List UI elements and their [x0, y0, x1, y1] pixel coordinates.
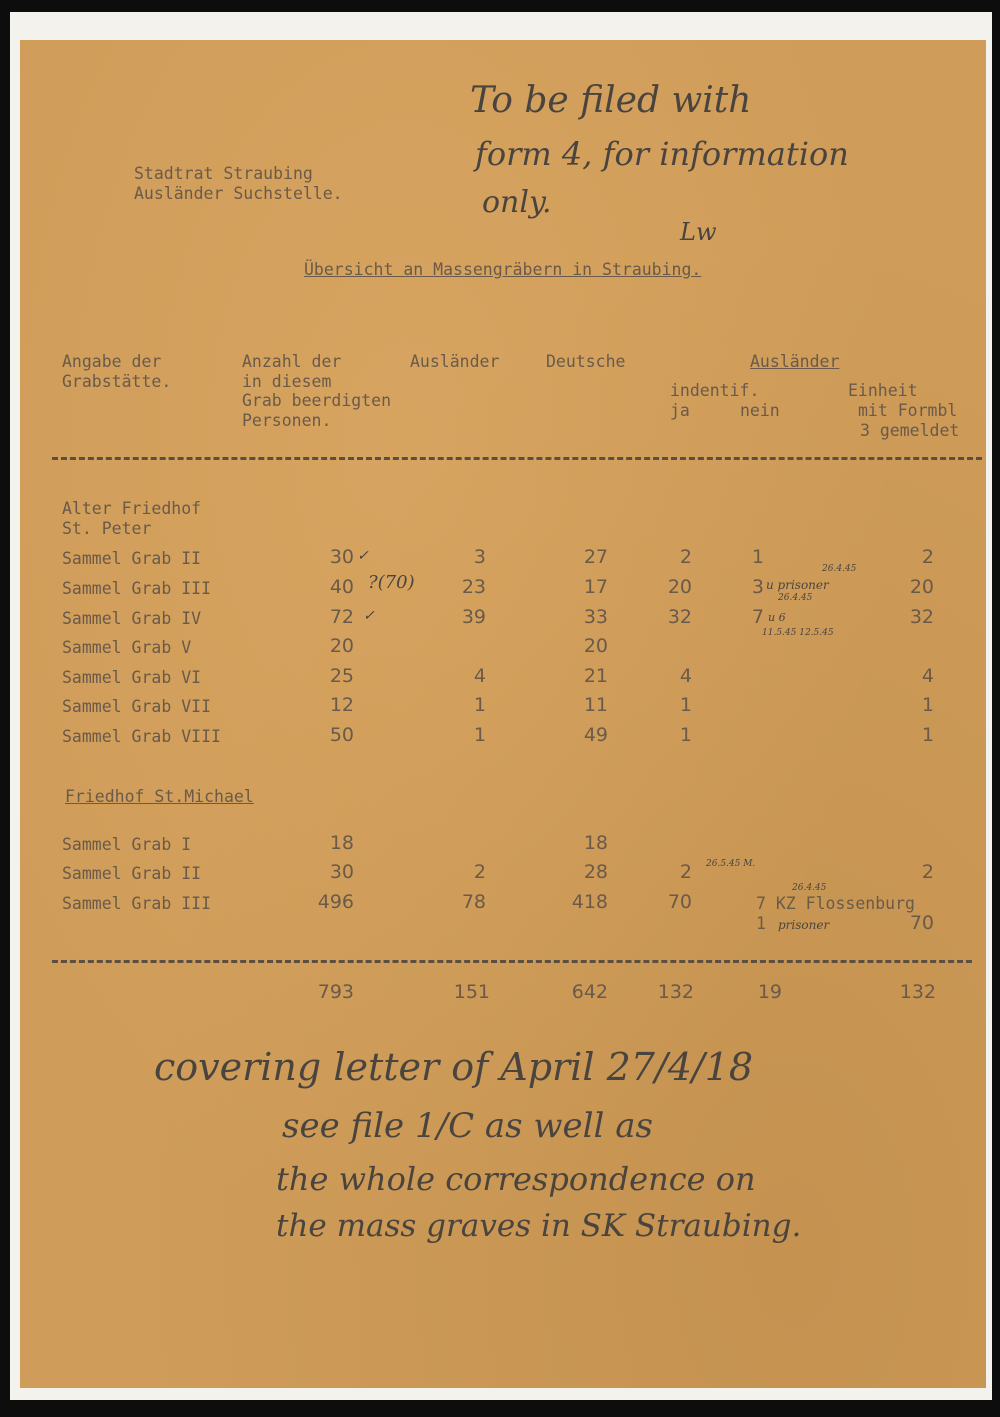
- auslaender-cell: 3: [473, 546, 486, 568]
- nein-cell: 1: [751, 546, 764, 568]
- handwritten-bottom-line4: the mass graves in SK Straubing.: [276, 1208, 802, 1244]
- einheit-cell: 2: [921, 861, 934, 883]
- grab-name: Sammel Grab I: [62, 835, 192, 854]
- col-header-grabstaette-1: Angabe der: [62, 352, 162, 371]
- handwritten-initials: Lw: [680, 218, 717, 246]
- auslaender-cell: 2: [473, 861, 486, 883]
- handwritten-bottom-line1: covering letter of April 27/4/18: [154, 1045, 754, 1089]
- grab-name: Sammel Grab III: [62, 579, 212, 598]
- handwritten-prisoner-note: prisoner: [778, 918, 830, 932]
- ja-cell: 20: [667, 576, 692, 598]
- col-header-ja: ja: [670, 401, 690, 420]
- handwritten-bottom-line2: see file 1/C as well as: [282, 1106, 653, 1146]
- einheit-cell: 32: [909, 606, 934, 628]
- section-title-alter-friedhof-1: Alter Friedhof: [62, 499, 202, 518]
- ja-cell: 70: [667, 891, 692, 913]
- auslaender-cell: 4: [473, 665, 486, 687]
- handwritten-note-line1: To be filed with: [470, 80, 752, 121]
- col-header-grabstaette-2: Grabstätte.: [62, 372, 172, 391]
- anzahl-cell: 30: [329, 861, 354, 883]
- total-anzahl: 793: [317, 981, 354, 1003]
- anzahl-cell: 20: [329, 635, 354, 657]
- col-header-einheit-3: 3 gemeldet: [860, 421, 960, 440]
- einheit-cell: 1: [921, 724, 934, 746]
- ja-cell: 1: [679, 694, 692, 716]
- col-header-anzahl-1: Anzahl der: [242, 352, 342, 371]
- deutsche-cell: 20: [583, 635, 608, 657]
- handwritten-date-note: 26.5.45 M.: [706, 859, 756, 869]
- grab-name: Sammel Grab III: [62, 894, 212, 913]
- handwritten-note-line2: form 4, for information: [475, 135, 849, 173]
- deutsche-cell: 49: [583, 724, 608, 746]
- auslaender-cell: 39: [461, 606, 486, 628]
- issuer-line2: Ausländer Suchstelle.: [134, 184, 343, 203]
- auslaender-cell: 1: [473, 724, 486, 746]
- deutsche-cell: 17: [583, 576, 608, 598]
- deutsche-cell: 33: [583, 606, 608, 628]
- grab-name: Sammel Grab VII: [62, 697, 212, 716]
- handwritten-bottom-line3: the whole correspondence on: [276, 1160, 756, 1198]
- grab-name: Sammel Grab IV: [62, 609, 202, 628]
- issuer-line1: Stadtrat Straubing: [134, 164, 313, 183]
- grab-name: Sammel Grab II: [62, 864, 202, 883]
- check-mark: ✓: [357, 548, 369, 564]
- deutsche-cell: 18: [583, 832, 608, 854]
- handwritten-note-line3: only.: [482, 185, 552, 220]
- grab-name: Sammel Grab VIII: [62, 727, 221, 746]
- page-title: Übersicht an Massengräbern in Straubing.: [304, 260, 702, 279]
- handwritten-date-note: 26.4.45: [778, 593, 813, 603]
- header-divider: [52, 457, 982, 460]
- einheit-cell: 70: [909, 912, 934, 934]
- ja-cell: 4: [679, 665, 692, 687]
- anzahl-cell: 12: [329, 694, 354, 716]
- anzahl-cell: 72: [329, 606, 354, 628]
- anzahl-cell: 30: [329, 546, 354, 568]
- ja-cell: 1: [679, 724, 692, 746]
- col-header-auslaender-identif: Ausländer: [750, 352, 840, 371]
- col-header-deutsche: Deutsche: [546, 352, 626, 371]
- deutsche-cell: 27: [583, 546, 608, 568]
- total-auslaender: 151: [453, 981, 490, 1003]
- grab-name: Sammel Grab II: [62, 549, 202, 568]
- total-einheit: 132: [899, 981, 936, 1003]
- auslaender-cell: 1: [473, 694, 486, 716]
- einheit-cell: 1: [921, 694, 934, 716]
- col-header-anzahl-4: Personen.: [242, 411, 332, 430]
- col-header-auslaender: Ausländer: [410, 352, 500, 371]
- col-header-anzahl-3: Grab beerdigten: [242, 391, 392, 410]
- deutsche-cell: 418: [571, 891, 608, 913]
- grab-name: Sammel Grab V: [62, 638, 192, 657]
- col-header-nein: nein: [740, 401, 780, 420]
- totals-divider: [52, 960, 972, 963]
- grab-name: Sammel Grab VI: [62, 668, 202, 687]
- deutsche-cell: 28: [583, 861, 608, 883]
- total-nein: 19: [757, 981, 782, 1003]
- col-header-einheit-1: Einheit: [848, 381, 918, 400]
- total-ja: 132: [657, 981, 694, 1003]
- col-header-anzahl-2: in diesem: [242, 372, 332, 391]
- handwritten-prisoner-note: u prisoner: [766, 578, 829, 592]
- einheit-cell: 20: [909, 576, 934, 598]
- einheit-cell: 4: [921, 665, 934, 687]
- nein-cell: 3: [751, 576, 764, 598]
- anzahl-cell: 25: [329, 665, 354, 687]
- ja-cell: 2: [679, 861, 692, 883]
- total-deutsche: 642: [571, 981, 608, 1003]
- deutsche-cell: 21: [583, 665, 608, 687]
- einheit-cell: 2: [921, 546, 934, 568]
- auslaender-cell: 23: [461, 576, 486, 598]
- col-header-indentif: indentif.: [670, 381, 760, 400]
- anzahl-cell: 496: [317, 891, 354, 913]
- section-title-st-michael: Friedhof St.Michael: [65, 787, 254, 806]
- anzahl-cell: 40: [329, 576, 354, 598]
- handwritten-date-note: 26.4.45: [792, 883, 827, 893]
- section-title-alter-friedhof-2: St. Peter: [62, 519, 152, 538]
- anzahl-cell: 50: [329, 724, 354, 746]
- nein-cell: 7: [751, 606, 764, 628]
- handwritten-date-note: 26.4.45: [822, 564, 857, 574]
- document-page: [20, 40, 986, 1388]
- ja-cell: 2: [679, 546, 692, 568]
- handwritten-question-70: ?(70): [368, 572, 415, 593]
- check-mark: ✓: [363, 608, 375, 624]
- handwritten-unit-note: u 6: [768, 611, 786, 624]
- nein-cell-flossenburg: 7 KZ Flossenburg: [756, 894, 915, 913]
- handwritten-date-note: 11.5.45 12.5.45: [762, 628, 834, 638]
- auslaender-cell: 78: [461, 891, 486, 913]
- nein-cell: 1: [756, 914, 766, 933]
- deutsche-cell: 11: [583, 694, 608, 716]
- ja-cell: 32: [667, 606, 692, 628]
- anzahl-cell: 18: [329, 832, 354, 854]
- col-header-einheit-2: mit Formbl: [858, 401, 958, 420]
